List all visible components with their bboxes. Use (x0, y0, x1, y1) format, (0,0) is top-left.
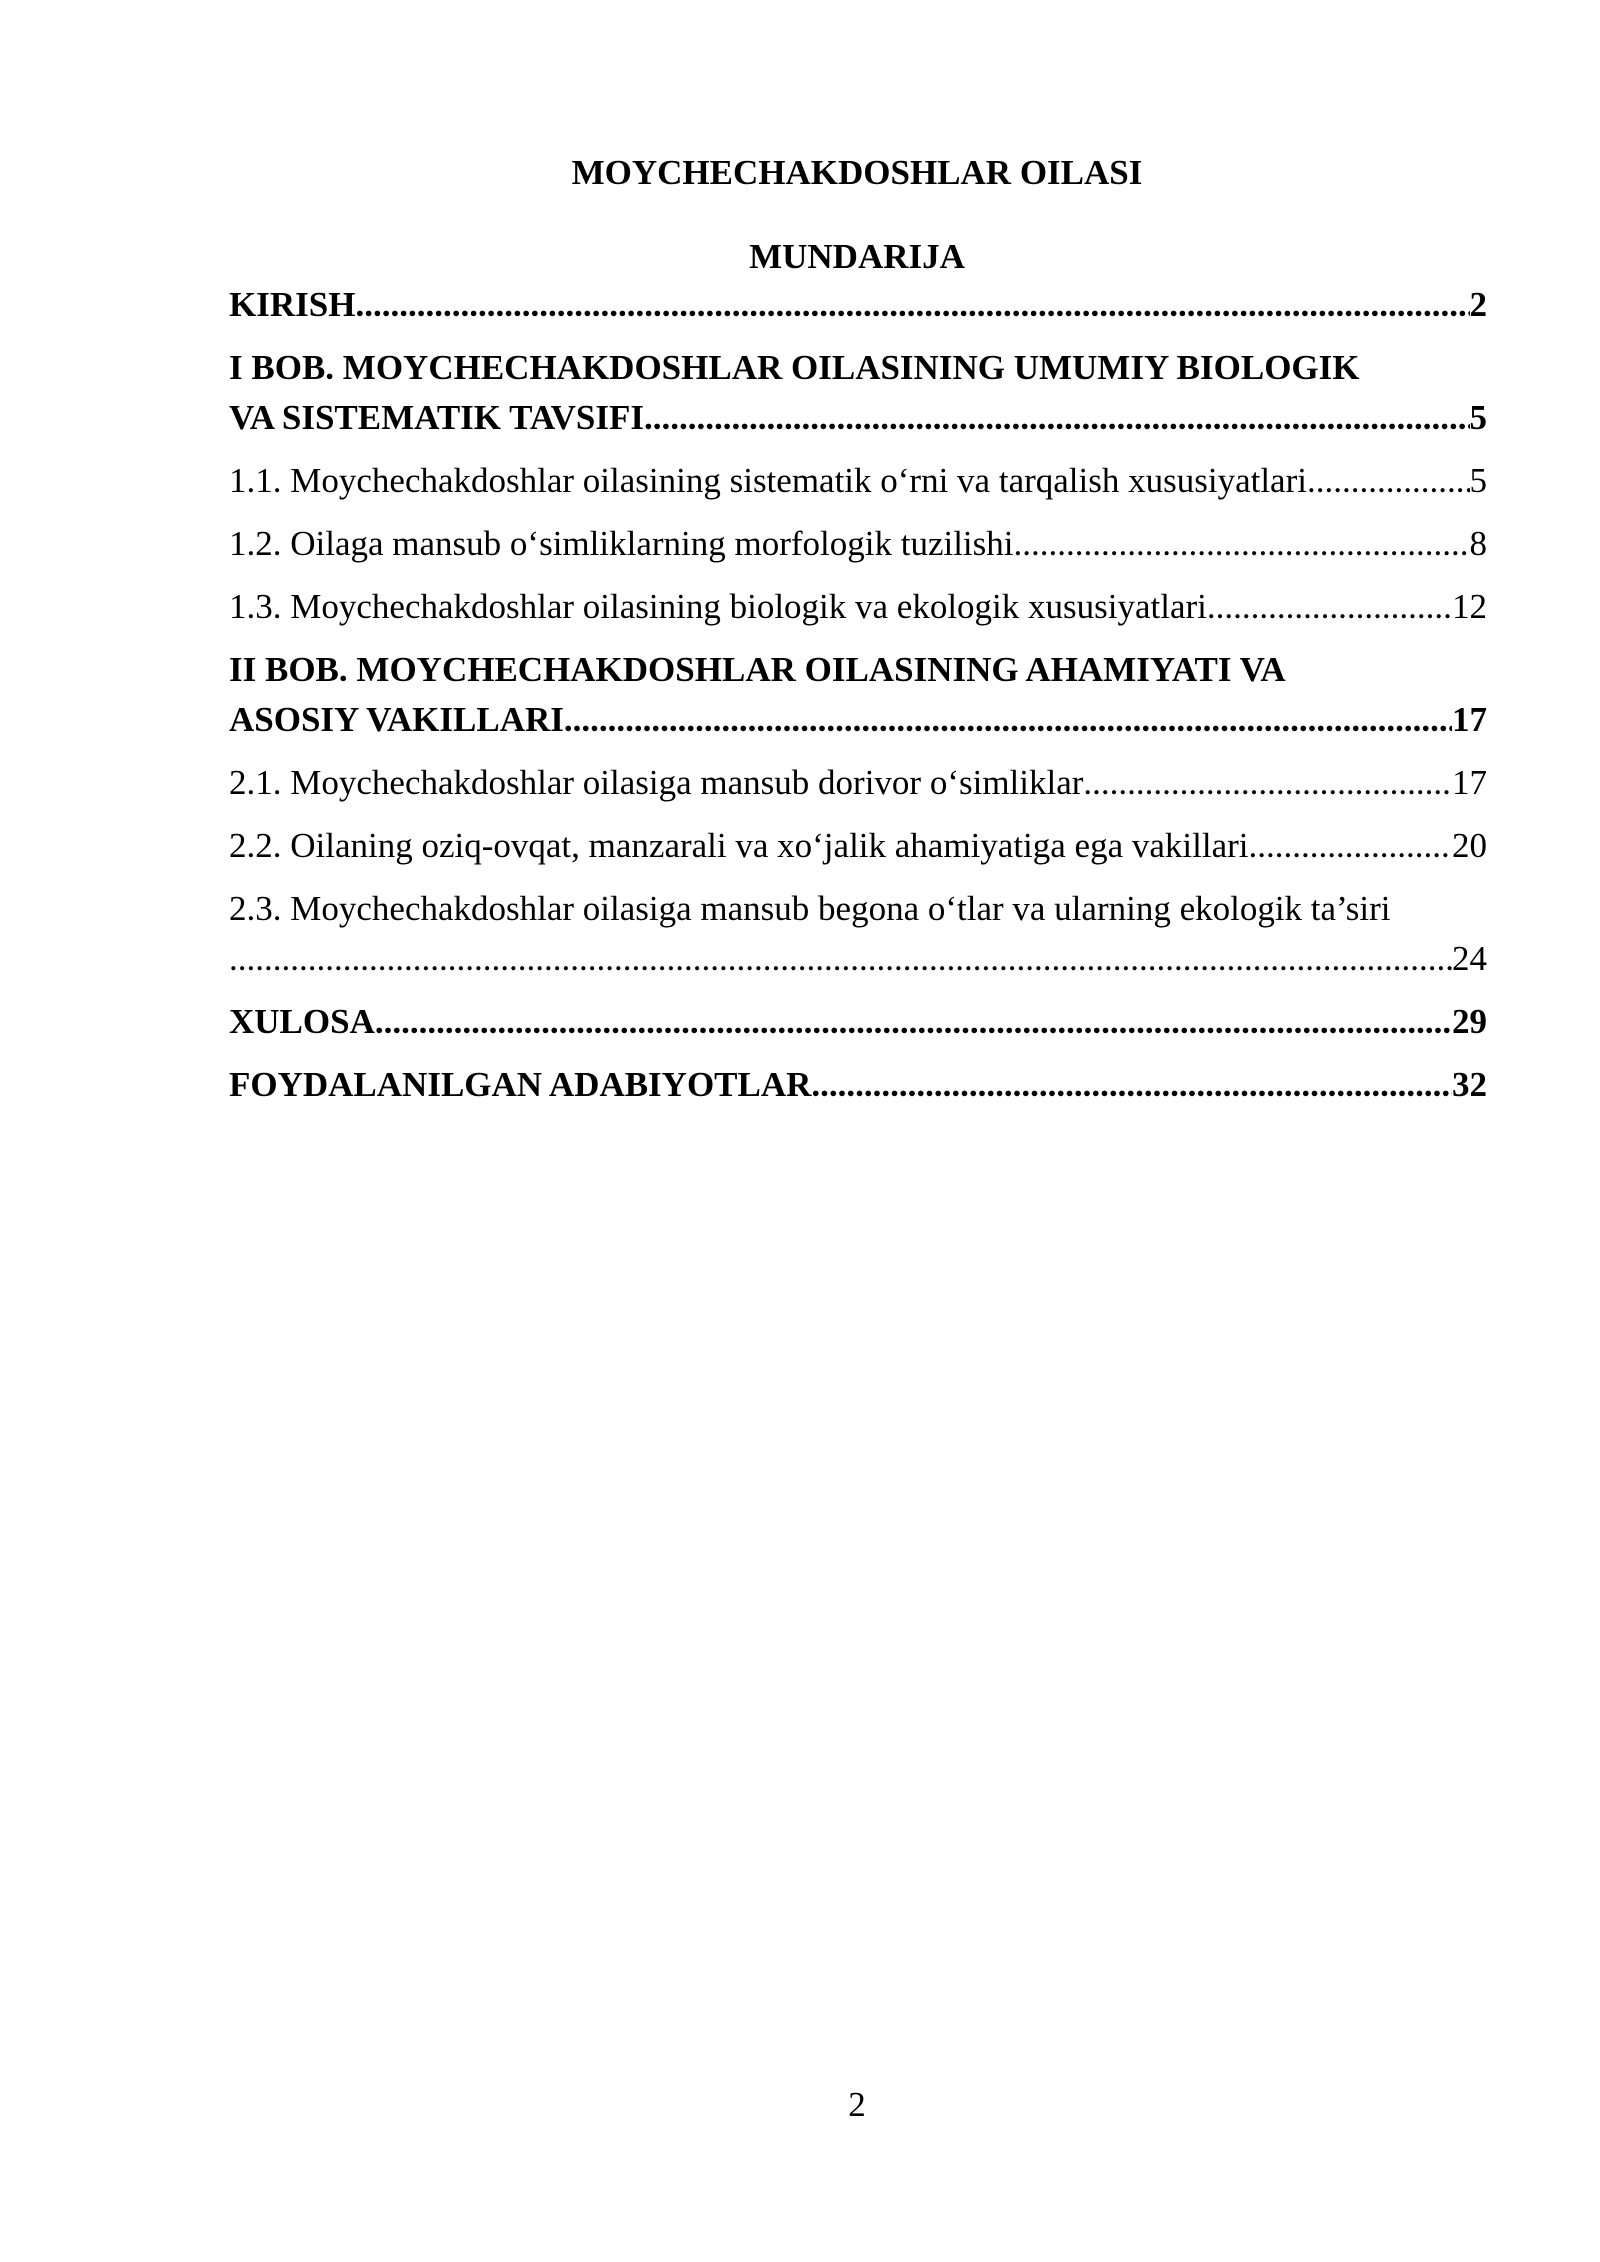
toc-entry-text: 2.2. Oilaning oziq-ovqat, manzarali va xo‘jalik ahamiyatiga ega vakillari (229, 826, 1249, 865)
toc-entry-xulosa[interactable] (229, 997, 1487, 1047)
dot-leader (1207, 582, 1452, 632)
dot-leader (229, 934, 1452, 984)
table-of-contents (229, 280, 1487, 1110)
toc-entry-page: 5 (1469, 461, 1487, 500)
toc-entry-1-3[interactable] (229, 582, 1487, 632)
toc-entry-bob2[interactable] (229, 695, 1487, 745)
toc-entry-page: 17 (1452, 700, 1487, 739)
toc-heading: MUNDARIJA (749, 237, 965, 276)
toc-entry-2-1[interactable] (229, 758, 1487, 808)
toc-entry-bob1-line1[interactable]: I BOB. MOYCHECHAKDOSHLAR OILASINING UMUMIY BIOLOGIK (229, 348, 1360, 387)
toc-entry-text: VA SISTEMATIK TAVSIFI (229, 398, 644, 437)
toc-entry-text: ASOSIY VAKILLARI (229, 700, 564, 739)
toc-entry-2-3[interactable] (229, 934, 1487, 984)
toc-entry-2-3-line1[interactable]: 2.3. Moychechakdoshlar oilasiga mansub begona o‘tlar va ularning ekologik ta’siri (229, 889, 1391, 928)
toc-entry-bob2-line1[interactable]: II BOB. MOYCHECHAKDOSHLAR OILASINING AHAMIYATI VA (229, 650, 1286, 689)
toc-entry-text: 1.2. Oilaga mansub o‘simliklarning morfologik tuzilishi (229, 524, 1014, 563)
dot-leader (1249, 821, 1453, 871)
toc-entry-bob1[interactable] (229, 393, 1487, 443)
dot-leader (811, 1060, 1452, 1110)
dot-leader (644, 393, 1470, 443)
toc-entry-page: 29 (1452, 1002, 1487, 1041)
toc-entry-page: 17 (1452, 763, 1487, 802)
dot-leader (564, 695, 1452, 745)
toc-entry-kirish[interactable] (229, 280, 1487, 330)
dot-leader (375, 997, 1452, 1047)
toc-entry-page: 12 (1452, 587, 1487, 626)
dot-leader (1014, 519, 1470, 569)
page-number: 2 (848, 2085, 866, 2124)
toc-entry-page: 2 (1469, 285, 1487, 324)
toc-entry-1-2[interactable] (229, 519, 1487, 569)
toc-entry-page: 5 (1469, 398, 1487, 437)
dot-leader (355, 280, 1469, 330)
toc-entry-2-2[interactable] (229, 821, 1487, 871)
toc-entry-text: FOYDALANILGAN ADABIYOTLAR (229, 1065, 812, 1104)
dot-leader (1307, 456, 1470, 506)
toc-entry-page: 20 (1452, 826, 1487, 865)
toc-entry-page: 24 (1452, 939, 1487, 978)
toc-entry-text: KIRISH (229, 285, 356, 324)
toc-entry-text: 2.1. Moychechakdoshlar oilasiga mansub dorivor o‘simliklar (229, 763, 1084, 802)
toc-entry-1-1[interactable] (229, 456, 1487, 506)
document-title: MOYCHECHAKDOSHLAR OILASI (571, 153, 1143, 192)
toc-entry-page: 8 (1469, 524, 1487, 563)
toc-entry-text: XULOSA (229, 1002, 375, 1041)
toc-entry-adabiyotlar[interactable] (229, 1060, 1487, 1110)
toc-entry-text: 1.3. Moychechakdoshlar oilasining biologik va ekologik xususiyatlari (229, 587, 1207, 626)
toc-entry-text: 1.1. Moychechakdoshlar oilasining sistematik o‘rni va tarqalish xususiyatlari (229, 461, 1307, 500)
dot-leader (1083, 758, 1452, 808)
toc-entry-page: 32 (1452, 1065, 1487, 1104)
